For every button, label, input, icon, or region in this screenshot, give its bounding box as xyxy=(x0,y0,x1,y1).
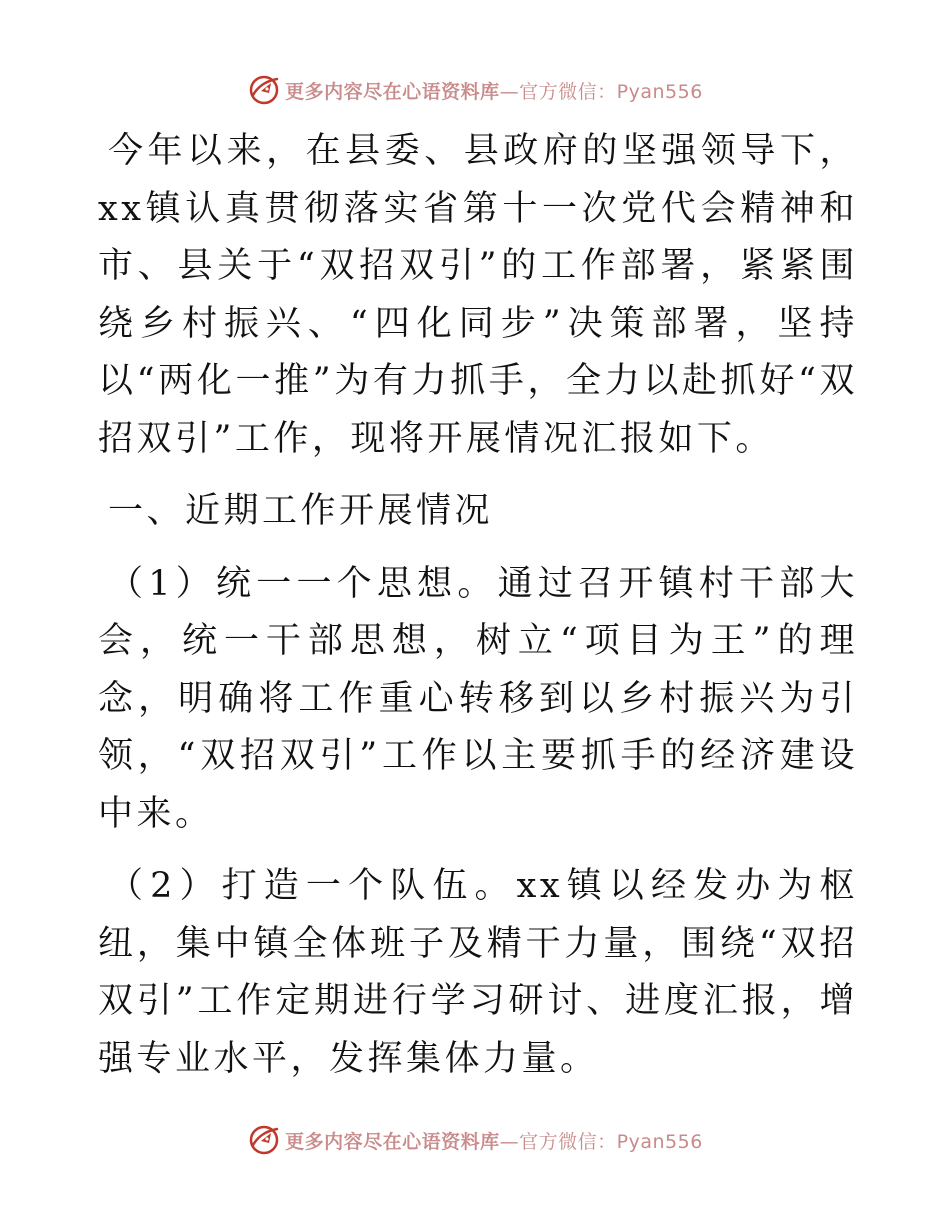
pen-logo-icon xyxy=(247,73,281,107)
header-banner xyxy=(0,70,950,110)
document-body xyxy=(98,123,858,1088)
pen-logo-icon xyxy=(247,1123,281,1157)
header-banner-text xyxy=(285,77,703,104)
footer-wechat-text: —官方微信：Pyan556 xyxy=(499,1130,703,1153)
header-wechat-text: —官方微信：Pyan556 xyxy=(499,80,703,103)
intro-paragraph: 今年以来，在县委、县政府的坚强领导下，xx镇认真贯彻落实省第十一次党代会精神和市、县关于“双招双引”的工作部署，紧紧围绕乡村振兴、“四化同步”决策部署，坚持以“两化一推”为有力抓手，全力以赴抓好“双招双引”工作，现将开展情况汇报如下。 xyxy=(98,131,858,459)
item-1-paragraph: （1）统一一个思想。通过召开镇村干部大会，统一干部思想，树立“项目为王”的理念，明确将工作重心转移到以乡村振兴为引领，“双招双引”工作以主要抓手的经济建设中来。 xyxy=(98,563,858,834)
footer-banner-text xyxy=(285,1127,703,1154)
section-heading: 一、近期工作开展情况 xyxy=(108,491,494,531)
footer-banner xyxy=(0,1120,950,1160)
header-brand-text: 更多内容尽在心语资料库 xyxy=(285,80,500,103)
footer-brand-text: 更多内容尽在心语资料库 xyxy=(285,1130,500,1153)
item-2-paragraph: （2）打造一个队伍。xx镇以经发办为枢纽，集中镇全体班子及精干力量，围绕“双招双引”工作定期进行学习研讨、进度汇报，增强专业水平，发挥集体力量。 xyxy=(98,866,858,1079)
